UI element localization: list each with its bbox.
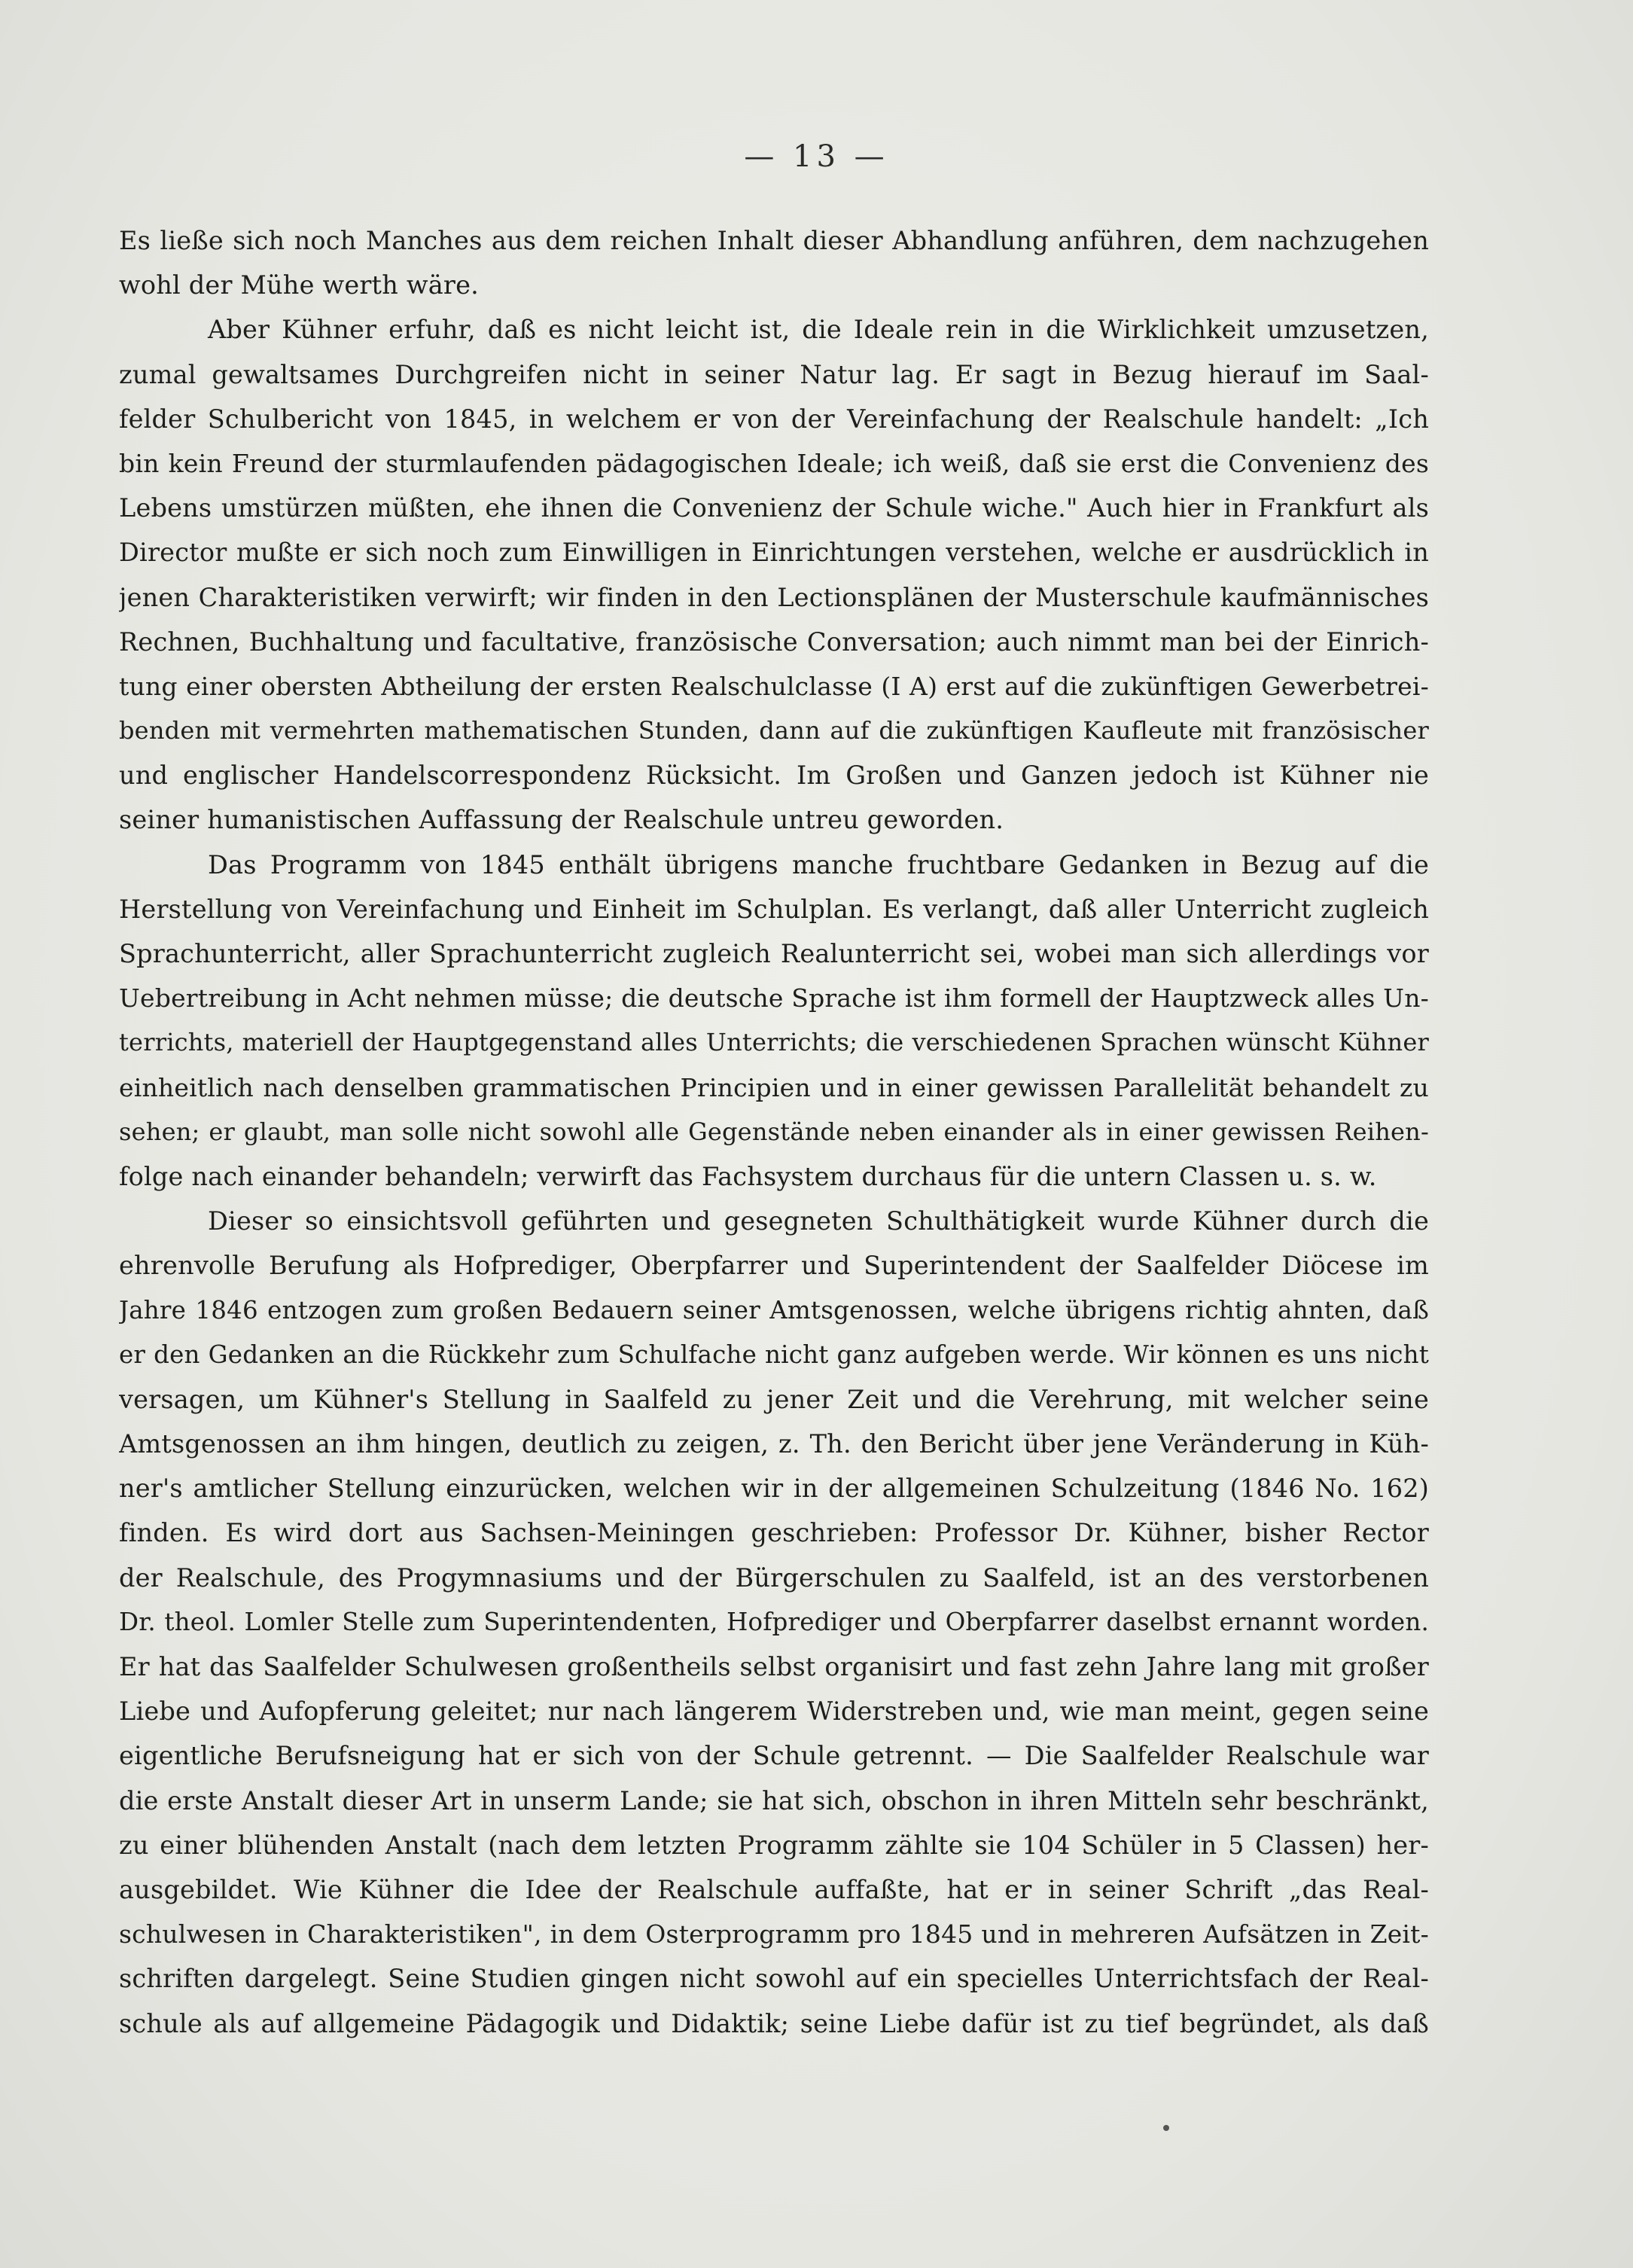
text-line: Uebertreibung in Acht nehmen müsse; die deutsche Sprache ist ihm formell der Hauptzweck alles Un- [119,983,1429,1014]
text-line: ehrenvolle Berufung als Hofprediger, Oberpfarrer und Superintendent der Saalfelder Diöcese im [119,1251,1429,1281]
text-line: schule als auf allgemeine Pädagogik und Didaktik; seine Liebe dafür ist zu tief begründet, als daß [119,2008,1429,2038]
text-line: er den Gedanken an die Rückkehr zum Schulfache nicht ganz aufgeben werde. Wir können es uns nicht [119,1340,1429,1369]
text-line: einheitlich nach denselben grammatischen Principien und in einer gewissen Parallelität behandelt zu [119,1072,1429,1102]
paper-speck [1163,2125,1169,2131]
text-line: Herstellung von Vereinfachung und Einheit im Schulplan. Es verlangt, daß aller Unterricht zugleich [119,894,1429,924]
text-line: Aber Kühner erfuhr, daß es nicht leicht ist, die Ideale rein in die Wirklichkeit umzusetzen, [208,315,1429,345]
text-line: seiner humanistischen Auffassung der Realschule untreu geworden. [119,805,1004,835]
text-line: Amtsgenossen an ihm hingen, deutlich zu zeigen, z. Th. den Bericht über jene Veränderung in Küh- [119,1429,1429,1459]
text-line: Director mußte er sich noch zum Einwilligen in Einrichtungen verstehen, welche er ausdrücklich in [119,538,1429,568]
text-line: Lebens umstürzen müßten, ehe ihnen die Convenienz der Schule wiche." Auch hier in Frankfurt als [119,493,1429,523]
page-number: — 13 — [744,139,889,174]
text-line: ausgebildet. Wie Kühner die Idee der Realschule auffaßte, hat er in seiner Schrift „das Real- [119,1874,1429,1904]
text-line: tung einer obersten Abtheilung der ersten Realschulclasse (I A) erst auf die zukünftigen Gewerbetrei- [119,671,1429,701]
text-line: Er hat das Saalfelder Schulwesen großentheils selbst organisirt und fast zehn Jahre lang mit großer [119,1652,1429,1681]
text-line: folge nach einander behandeln; verwirft das Fachsystem durchaus für die untern Classen u. s. w. [119,1161,1377,1191]
text-line: eigentliche Berufsneigung hat er sich von der Schule getrennt. — Die Saalfelder Realschule war [119,1741,1429,1771]
text-line: Dieser so einsichtsvoll geführten und gesegneten Schulthätigkeit wurde Kühner durch die [208,1206,1429,1236]
text-line: finden. Es wird dort aus Sachsen-Meiningen geschrieben: Professor Dr. Kühner, bisher Rector [119,1518,1429,1548]
text-line: jenen Charakteristiken verwirft; wir finden in den Lectionsplänen der Musterschule kaufmännisches [119,582,1429,612]
text-line: der Realschule, des Progymnasiums und der Bürgerschulen zu Saalfeld, ist an des verstorbenen [119,1562,1429,1593]
text-line: Rechnen, Buchhaltung und facultative, französische Conversation; auch nimmt man bei der Einrich- [119,626,1429,657]
text-line: zumal gewaltsames Durchgreifen nicht in seiner Natur lag. Er sagt in Bezug hierauf im Saal- [119,359,1429,389]
text-line: sehen; er glaubt, man solle nicht sowohl alle Gegenstände neben einander als in einer gewissen Reihen- [119,1117,1429,1146]
text-line: benden mit vermehrten mathematischen Stunden, dann auf die zukünftigen Kaufleute mit französischer [119,716,1429,745]
text-line: versagen, um Kühner's Stellung in Saalfeld zu jener Zeit und die Verehrung, mit welcher seine [119,1384,1429,1414]
text-line: Es ließe sich noch Manches aus dem reichen Inhalt dieser Abhandlung anführen, dem nachzugehen [119,226,1429,255]
text-line: Dr. theol. Lomler Stelle zum Superintendenten, Hofprediger und Oberpfarrer daselbst ernannt worden. [119,1607,1429,1636]
text-line: ner's amtlicher Stellung einzurücken, welchen wir in der allgemeinen Schulzeitung (1846 No. 162) [119,1474,1429,1504]
text-line: zu einer blühenden Anstalt (nach dem letzten Programm zählte sie 104 Schüler in 5 Classen) her- [119,1830,1429,1860]
text-line: terrichts, materiell der Hauptgegenstand alles Unterrichts; die verschiedenen Sprachen wünscht Kühner [119,1028,1429,1057]
body-text [119,218,1429,2046]
text-line: Sprachunterricht, aller Sprachunterricht zugleich Realunterricht sei, wobei man sich allerdings vor [119,939,1429,968]
text-line: und englischer Handelscorrespondenz Rücksicht. Im Großen und Ganzen jedoch ist Kühner nie [119,761,1429,791]
text-line: Jahre 1846 entzogen zum großen Bedauern seiner Amtsgenossen, welche übrigens richtig ahnten, daß [119,1295,1429,1325]
text-line: Liebe und Aufopferung geleitet; nur nach längerem Widerstreben und, wie man meint, gegen seine [119,1696,1429,1727]
text-line: wohl der Mühe werth wäre. [119,270,479,300]
text-line: schriften dargelegt. Seine Studien gingen nicht sowohl auf ein specielles Unterrichtsfach der Real- [119,1964,1429,1994]
text-line: Das Programm von 1845 enthält übrigens manche fruchtbare Gedanken in Bezug auf die [208,849,1429,879]
text-line: schulwesen in Charakteristiken", in dem Osterprogramm pro 1845 und in mehreren Aufsätzen in Zeit- [119,1919,1429,1949]
text-line: bin kein Freund der sturmlaufenden pädagogischen Ideale; ich weiß, daß sie erst die Convenienz des [119,448,1429,478]
text-line: felder Schulbericht von 1845, in welchem er von der Vereinfachung der Realschule handelt: „Ich [119,404,1429,434]
text-line: die erste Anstalt dieser Art in unserm Lande; sie hat sich, obschon in ihren Mitteln sehr beschränkt, [119,1785,1429,1815]
